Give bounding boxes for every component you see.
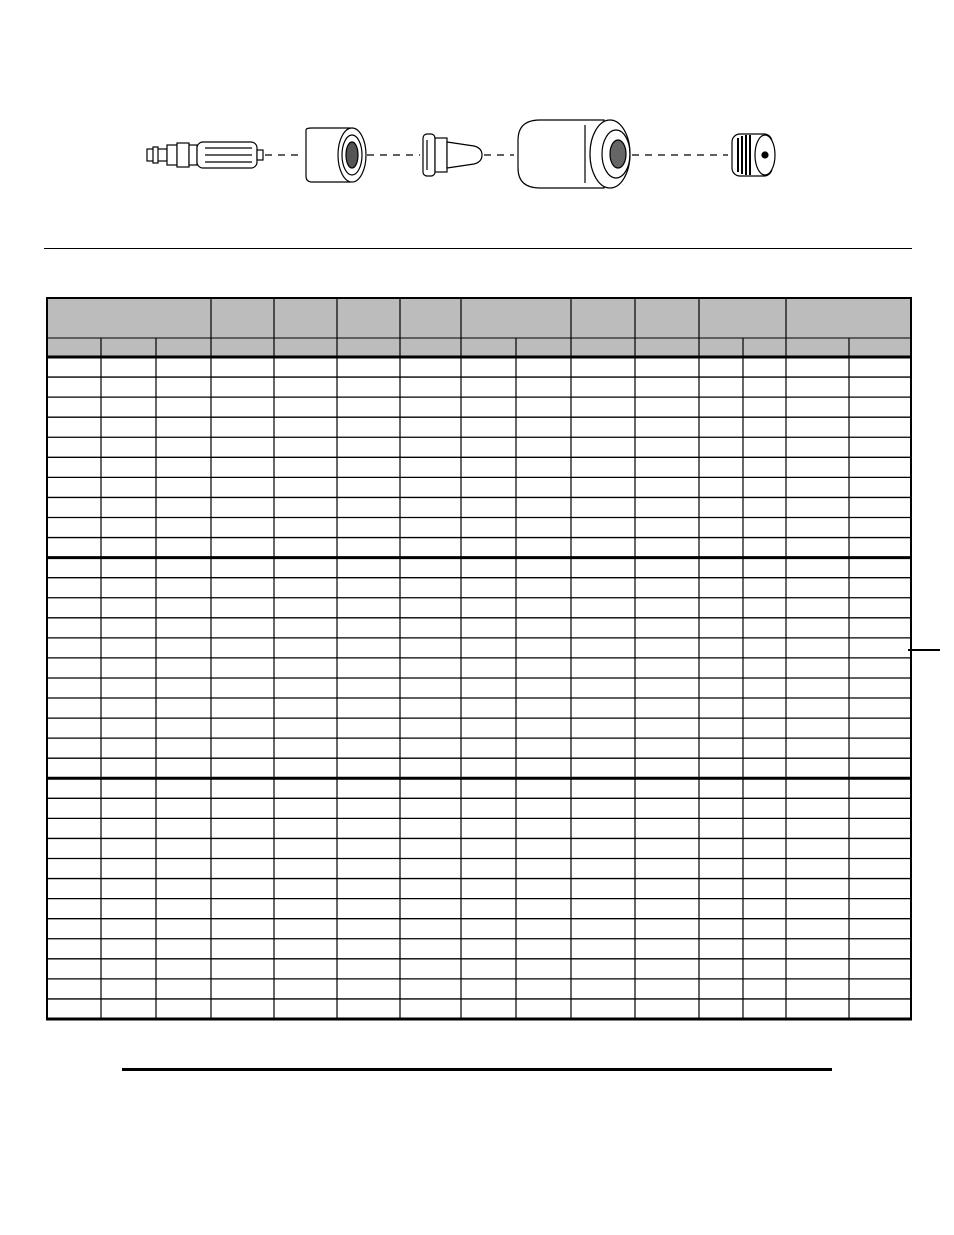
table-header-band [46,297,912,357]
torch-consumables-illustration [0,0,954,240]
nozzle-icon [423,134,482,176]
section-divider [44,248,912,249]
retaining-cap-icon [518,120,630,188]
swirl-ring-icon [306,128,366,182]
shield-icon [732,134,775,176]
cut-chart-table [46,297,912,1022]
edge-tab-mark [908,649,940,651]
footer-rule [122,1068,832,1071]
electrode-icon [147,142,263,168]
